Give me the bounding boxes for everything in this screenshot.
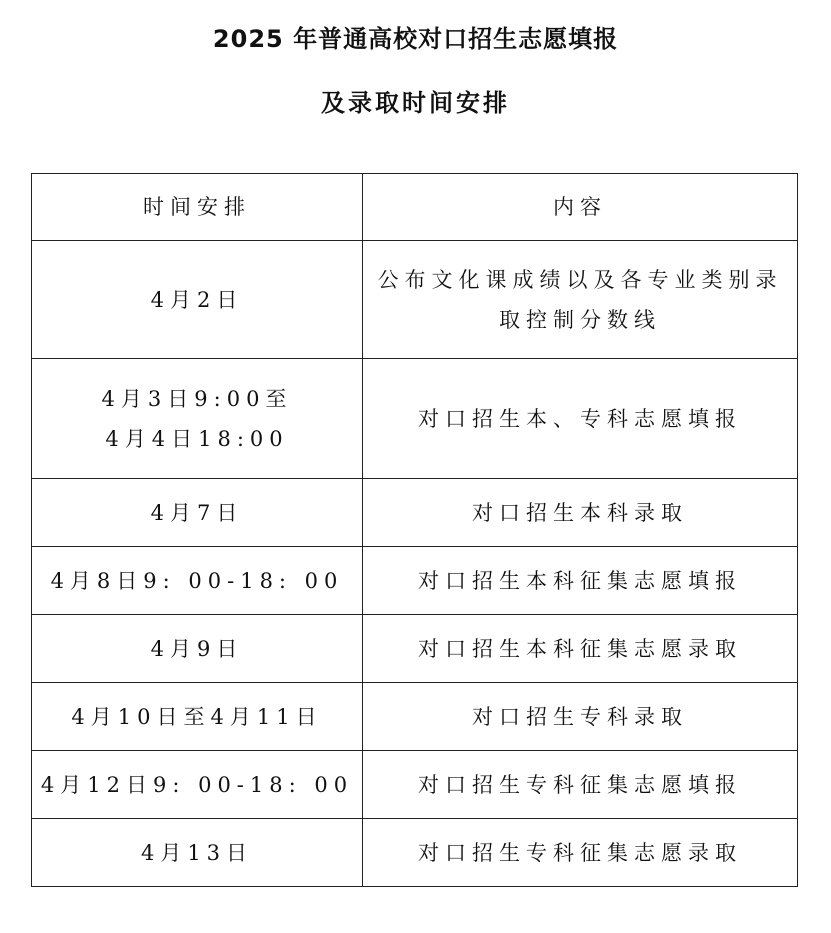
content-cell: 对口招生本科录取 <box>363 479 798 547</box>
table-row <box>32 615 798 683</box>
time-cell: 4月8日9: 00-18: 00 <box>32 547 363 615</box>
content-cell: 对口招生专科征集志愿填报 <box>363 751 798 819</box>
document-title-line1: 2025 年普通高校对口招生志愿填报 <box>212 25 619 53</box>
table-row <box>32 479 798 547</box>
table-row <box>32 819 798 887</box>
time-cell: 4月13日 <box>32 819 363 887</box>
schedule-table <box>31 173 798 887</box>
content-cell: 对口招生本科征集志愿填报 <box>363 547 798 615</box>
time-cell: 4月7日 <box>32 479 363 547</box>
time-cell-line1: 4月3日9:00至 <box>101 386 293 411</box>
time-cell: 4月2日 <box>32 241 363 359</box>
content-cell: 对口招生本科征集志愿录取 <box>363 615 798 683</box>
time-cell: 4月12日9: 00-18: 00 <box>32 751 363 819</box>
table-row <box>32 751 798 819</box>
table-header-row <box>32 174 798 241</box>
table-row <box>32 241 798 359</box>
document-title-line2: 及录取时间安排 <box>321 89 510 117</box>
time-cell-line2: 4月4日18:00 <box>105 426 289 451</box>
time-cell: 4月10日至4月11日 <box>32 683 363 751</box>
table-row <box>32 683 798 751</box>
content-cell: 公布文化课成绩以及各专业类别录取控制分数线 <box>363 241 798 359</box>
content-cell: 对口招生专科录取 <box>363 683 798 751</box>
time-cell: 4月9日 <box>32 615 363 683</box>
content-cell: 对口招生本、专科志愿填报 <box>363 359 798 479</box>
header-time: 时间安排 <box>32 174 363 241</box>
table-row <box>32 547 798 615</box>
content-cell: 对口招生专科征集志愿录取 <box>363 819 798 887</box>
header-content: 内容 <box>363 174 798 241</box>
table-row <box>32 359 798 479</box>
time-cell <box>32 359 363 479</box>
